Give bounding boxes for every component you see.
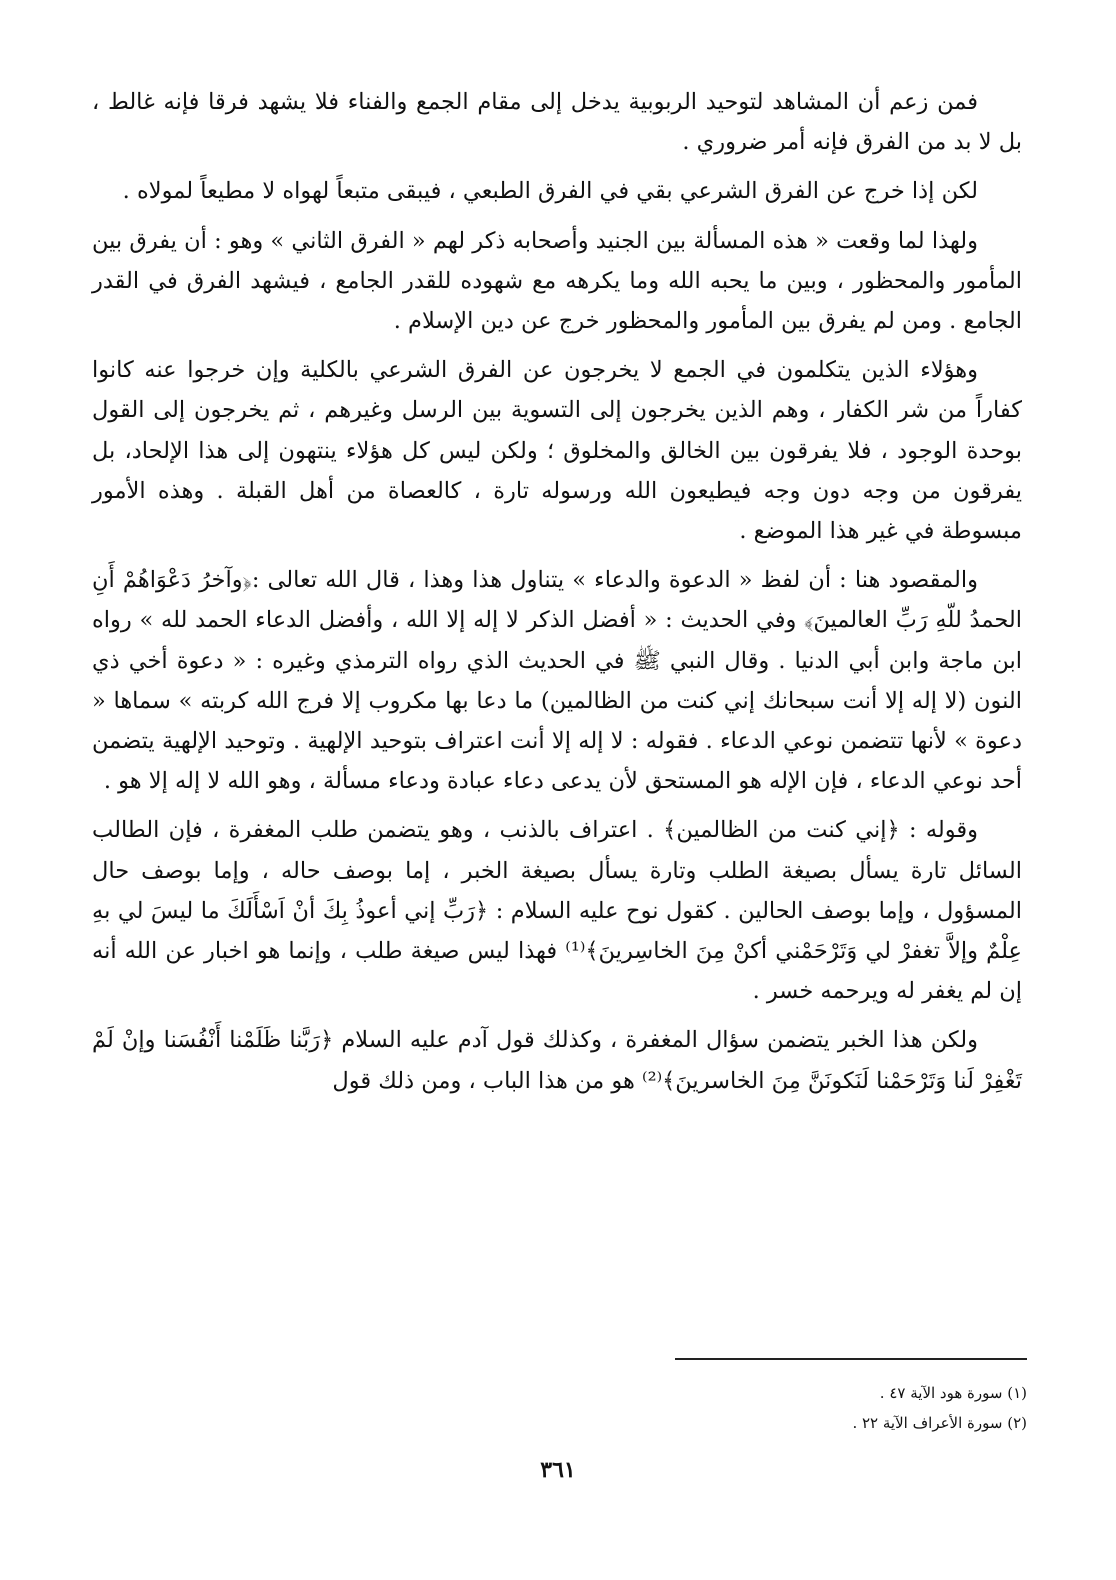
page-number: ٣٦١ [540, 1457, 576, 1483]
paragraph: وقوله : ﴿إني كنت من الظالمين﴾ . اعتراف بالذنب ، وهو يتضمن طلب المغفرة ، فإن الطالب السائل تارة يسأل بصيغة الطلب وتارة يسأل بصيغة الخبر ، إما بوصف حاله ، وإما بوصف حال المسؤول ، وإما بوصف الحالين . كقول نوح عليه السلام : ﴿رَبِّ إني أعوذُ بِكَ أنْ اَسْأَلَكَ ما ليسَ لي بهِ عِلْمٌ وإلاَّ تغفرْ لي وَتَرْحَمْني أكنْ مِنَ الخاسِرينَ﴾⁽¹⁾ فهذا ليس صيغة طلب ، وإنما هو اخبار عن الله أنه إن لم يغفر له ويرحمه خسر . [92, 817, 1022, 1005]
paragraph: فمن زعم أن المشاهد لتوحيد الربوبية يدخل إلى مقام الجمع والفناء فلا يشهد فرقا فإنه غالط ، بل لا بد من الفرق فإنه أمر ضروري . [92, 89, 1022, 156]
paragraph: والمقصود هنا : أن لفظ « الدعوة والدعاء » يتناول هذا وهذا ، قال الله تعالى :﴿وآخرُ دَعْوَاهُمْ أَنِ الحمدُ للّهِ رَبِّ العالمينَ﴾ وفي الحديث : « أفضل الذكر لا إله إلا الله ، وأفضل الدعاء الحمد لله » رواه ابن ماجة وابن أبي الدنيا . وقال النبي ﷺ في الحديث الذي رواه الترمذي وغيره : « دعوة أخي ذي النون (لا إله إلا أنت سبحانك إني كنت من الظالمين) ما دعا بها مكروب إلا فرج الله كربته » سماها « دعوة » لأنها تتضمن نوعي الدعاء . فقوله : لا إله إلا أنت اعتراف بتوحيد الإلهية . وتوحيد الإلهية يتضمن أحد نوعي الدعاء ، فإن الإله هو المستحق لأن يدعى دعاء عبادة ودعاء مسألة ، وهو الله لا إله إلا هو . [92, 567, 1022, 795]
footnotes [600, 1378, 1027, 1438]
paragraph: ولهذا لما وقعت « هذه المسألة بين الجنيد وأصحابه ذكر لهم « الفرق الثاني » وهو : أن يفرق بين المأمور والمحظور ، وبين ما يحبه الله وما يكرهه مع شهوده للقدر الجامع ، فيشهد الفرق في القدر الجامع . ومن لم يفرق بين المأمور والمحظور خرج عن دين الإسلام . [92, 227, 1022, 335]
footnote-divider [675, 1358, 1027, 1360]
paragraph: لكن إذا خرج عن الفرق الشرعي بقي في الفرق الطبعي ، فيبقى متبعاً لهواه لا مطيعاً لمولاه . [122, 178, 978, 205]
paragraph: ولكن هذا الخبر يتضمن سؤال المغفرة ، وكذلك قول آدم عليه السلام ﴿رَبَّنا ظَلَمْنا أَنْفُسَنا وإنْ لَمْ تَغْفِرْ لَنا وَتَرْحَمْنا لَنَكونَنَّ مِنَ الخاسرينَ﴾⁽²⁾ هو من هذا الباب ، ومن ذلك قول [92, 1027, 1022, 1094]
footnote: (٢) سورة الأعراف الآية ٢٢ . [852, 1414, 1027, 1432]
main-text [92, 82, 1022, 1110]
footnote: (١) سورة هود الآية ٤٧ . [879, 1384, 1027, 1402]
paragraph: وهؤلاء الذين يتكلمون في الجمع لا يخرجون عن الفرق الشرعي بالكلية وإن خرجوا عنه كانوا كفاراً من شر الكفار ، وهم الذين يخرجون إلى التسوية بين الرسل وغيرهم ، ثم يخرجون إلى القول بوحدة الوجود ، فلا يفرقون بين الخالق والمخلوق ؛ ولكن ليس كل هؤلاء ينتهون إلى هذا الإلحاد، بل يفرقون من وجه دون وجه فيطيعون الله ورسوله تارة ، كالعصاة من أهل القبلة . وهذه الأمور مبسوطة في غير هذا الموضع . [92, 357, 1022, 545]
